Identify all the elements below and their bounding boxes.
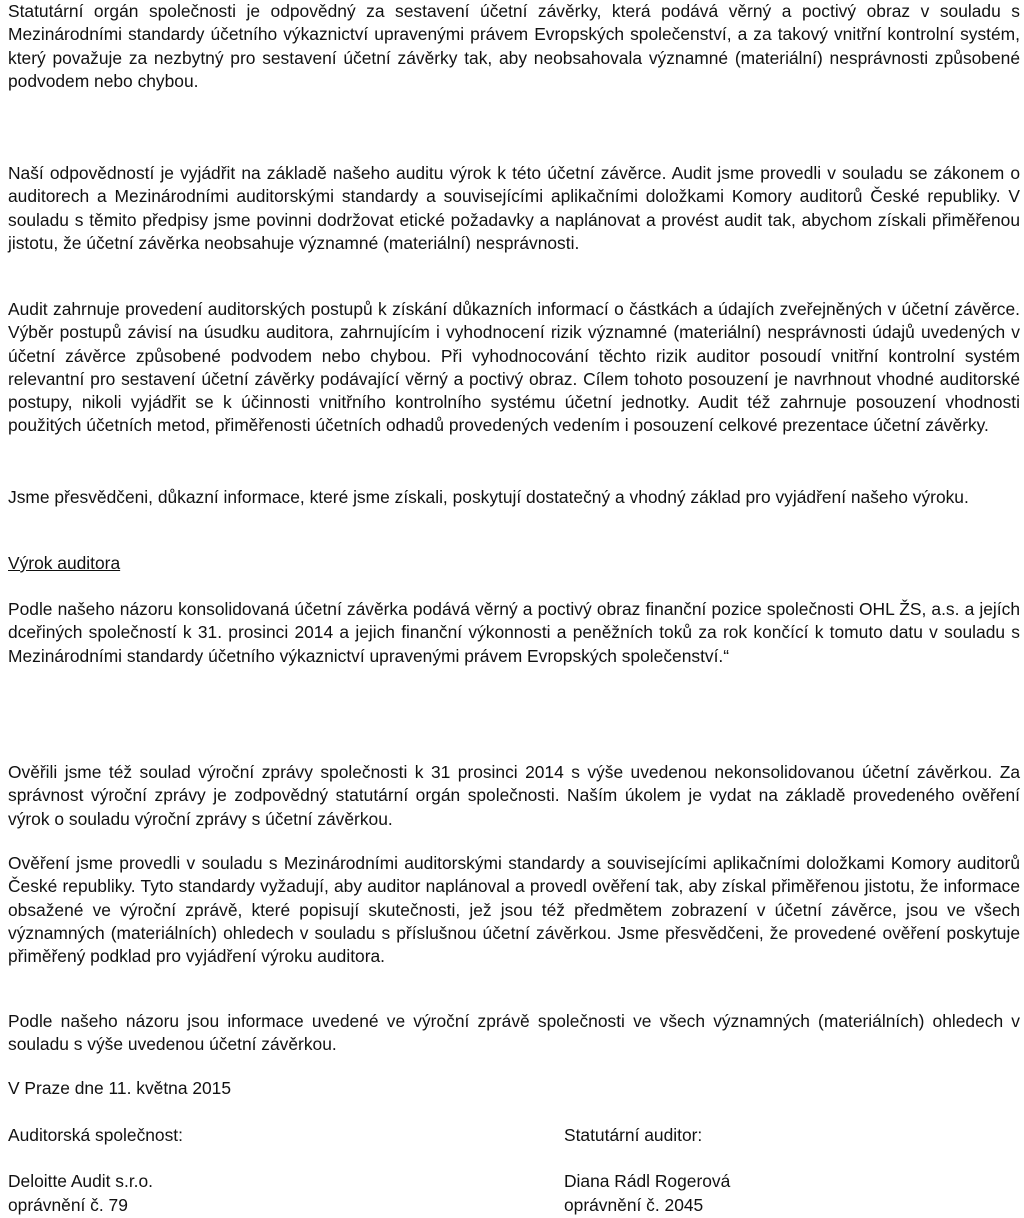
signature-license: oprávnění č. 2045 [564,1194,704,1215]
paragraph-audit-procedures: Audit zahrnuje provedení auditorských postupů k získání důkazních informací o částkách a údajích zveřejněných v účetní závěrce. Výběr postupů závisí na úsudku auditora, zahrnujícím i vyhodnocení rizik významné (materiální) nesprávnosti údajů uvedených v účetní závěrce způsobené podvodem nebo chybou. Při vyhodnocování těchto rizik auditor posoudí vnitřní kontrolní systém relevantní pro sestavení účetní závěrky podávající věrný a poctivý obraz. Cílem tohoto posouzení je navrhnout vhodné auditorské postupy, nikoli vyjádřit se k účinnosti vnitřního kontrolního systému účetní jednotky. Audit též zahrnuje posouzení vhodnosti použitých účetních metod, přiměřenosti účetních odhadů provedených vedením i posouzení celkové prezentace účetní závěrky. [8,299,1020,436]
paragraph-audit-evidence: Jsme přesvědčeni, důkazní informace, které jsme získali, poskytují dostatečný a vhodný základ pro vyjádření našeho výroku. [8,487,969,507]
paragraph-auditor-responsibility: Naší odpovědností je vyjádřit na základě našeho auditu výrok k této účetní závěrce. Audit jsme provedli v souladu se zákonem o auditorech a Mezinárodními auditorskými standardy a souvisejícími aplikačními doložkami Komory auditorů České republiky. V souladu s těmito předpisy jsme povinni dodržovat etické požadavky a naplánovat a provést audit tak, abychom získali přiměřenou jistotu, že účetní závěrka neobsahuje významné (materiální) nesprávnosti. [8,163,1020,253]
signature-name: Deloitte Audit s.r.o. [8,1171,154,1192]
signature-block-audit-firm [8,1124,448,1217]
signature-role: Auditorská společnost: [8,1125,183,1145]
signature-license: oprávnění č. 79 [8,1194,128,1215]
paragraph-opinion: Podle našeho názoru konsolidovaná účetní závěrka podává věrný a poctivý obraz finanční pozice společnosti OHL ŽS, a.s. a jejích dceřiných společností k 31. prosinci 2014 a jejich finanční výkonnosti a peněžních toků za rok končící k tomuto datu v souladu s Mezinárodními standardy účetního výkaznictví upravenými právem Evropských společenství.“ [8,599,1020,666]
paragraph-annual-report-opinion: Podle našeho názoru jsou informace uvedené ve výroční zprávě společnosti ve všech významných (materiálních) ohledech v souladu s výše uvedenou účetní závěrkou. [8,1011,1020,1055]
paragraph-verification-standards: Ověření jsme provedli v souladu s Mezinárodními auditorskými standardy a souvisejícími aplikačními doložkami Komory auditorů České republiky. Tyto standardy vyžadují, aby auditor naplánoval a provedl ověření tak, aby získal přiměřenou jistotu, že informace obsažené ve výroční zprávě, které popisují skutečnosti, jež jsou též předmětem zobrazení v účetní závěrce, jsou ve všech významných (materiálních) ohledech v souladu s příslušnou účetní závěrkou. Jsme přesvědčeni, že provedené ověření poskytuje přiměřený podklad pro vyjádření výroku auditora. [8,853,1020,967]
paragraph-management-responsibility: Statutární orgán společnosti je odpovědný za sestavení účetní závěrky, která podává věrný a poctivý obraz v souladu s Mezinárodními standardy účetního výkaznictví upravenými právem Evropských společenství, a za takový vnitřní kontrolní systém, který považuje za nezbytný pro sestavení účetní závěrky tak, aby neobsahovala významné (materiální) nesprávnosti způsobené podvodem nebo chybou. [8,1,1020,91]
paragraph-annual-report-verification: Ověřili jsme též soulad výroční zprávy společnosti k 31 prosinci 2014 s výše uvedenou nekonsolidovanou účetní závěrkou. Za správnost výroční zprávy je zodpovědný statutární orgán společnosti. Naším úkolem je vydat na základě provedeného ověření výrok o souladu výroční zprávy s účetní závěrkou. [8,762,1020,829]
signature-block-statutory-auditor [564,1124,1004,1217]
section-heading-auditor-opinion: Výrok auditora [8,553,121,573]
date-line: V Praze dne 11. května 2015 [8,1078,232,1098]
signature-role: Statutární auditor: [564,1125,703,1145]
signature-name: Diana Rádl Rogerová [564,1171,731,1192]
